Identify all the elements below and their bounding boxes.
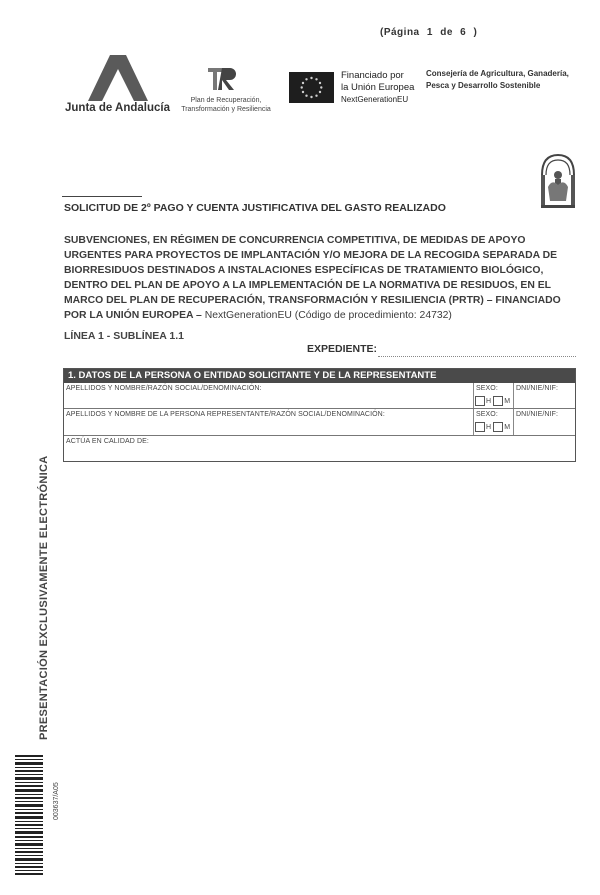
prtr-logo-icon bbox=[208, 66, 238, 92]
representative-dni-field[interactable] bbox=[513, 409, 575, 435]
m-label: M bbox=[504, 397, 511, 405]
linea-sublinea: LÍNEA 1 - SUBLÍNEA 1.1 bbox=[64, 330, 184, 342]
h-label: H bbox=[486, 423, 492, 431]
applicant-dni-field[interactable] bbox=[513, 383, 575, 408]
prtr-line1: Plan de Recuperación, bbox=[190, 97, 262, 104]
electronic-submission-notice: PRESENTACIÓN EXCLUSIVAMENTE ELECTRÓNICA bbox=[38, 455, 50, 740]
eu-line2: la Unión Europea bbox=[341, 82, 415, 93]
expediente-field[interactable] bbox=[378, 356, 576, 357]
applicant-name-label: APELLIDOS Y NOMBRE/RAZÓN SOCIAL/DENOMINACIÓN: bbox=[66, 385, 262, 392]
representative-name-field[interactable] bbox=[64, 409, 473, 435]
document-title: SOLICITUD DE 2º PAGO Y CUENTA JUSTIFICATIVA DEL GASTO REALIZADO bbox=[64, 202, 446, 214]
h-label: H bbox=[486, 397, 492, 405]
eu-line3: NextGenerationEU bbox=[341, 95, 409, 104]
representative-row bbox=[64, 409, 575, 436]
calidad-field[interactable] bbox=[64, 436, 575, 461]
expediente-label: EXPEDIENTE: bbox=[307, 343, 378, 355]
section-title: 1. DATOS DE LA PERSONA O ENTIDAD SOLICITANTE Y DE LA REPRESENTANTE bbox=[64, 369, 575, 383]
applicant-row bbox=[64, 383, 575, 409]
representative-sex-h-checkbox[interactable] bbox=[475, 422, 485, 432]
junta-andalucia-name: Junta de Andalucía bbox=[65, 102, 171, 114]
m-label: M bbox=[504, 423, 511, 431]
page-indicator: (Página 1 de 6 ) bbox=[380, 27, 478, 38]
representative-sex-m-checkbox[interactable] bbox=[493, 422, 503, 432]
consejeria-line1: Consejería de Agricultura, Ganadería, bbox=[426, 69, 569, 78]
representative-sex-cell bbox=[473, 409, 513, 435]
subvenciones-tail: NextGenerationEU (Código de procedimiento: 24732) bbox=[204, 310, 452, 321]
sexo-label: SEXO: bbox=[476, 385, 498, 392]
applicant-sex-h-checkbox[interactable] bbox=[475, 396, 485, 406]
calidad-label: ACTÚA EN CALIDAD DE: bbox=[66, 438, 149, 445]
barcode-code: 003637/A05 bbox=[53, 782, 60, 820]
sexo-label: SEXO: bbox=[476, 411, 498, 418]
eu-flag-icon bbox=[289, 72, 334, 103]
applicant-sex-cell bbox=[473, 383, 513, 408]
calidad-row bbox=[64, 436, 575, 461]
dni-label: DNI/NIE/NIF: bbox=[516, 385, 559, 392]
title-rule bbox=[62, 196, 142, 197]
junta-andalucia-logo-icon bbox=[88, 55, 148, 101]
subvenciones-description bbox=[64, 233, 580, 323]
applicant-data-section bbox=[63, 368, 576, 462]
applicant-sex-m-checkbox[interactable] bbox=[493, 396, 503, 406]
prtr-line2: Transformación y Resiliencia bbox=[181, 106, 271, 113]
applicant-name-field[interactable] bbox=[64, 383, 473, 408]
eu-line1: Financiado por bbox=[341, 70, 404, 81]
consejeria-line2: Pesca y Desarrollo Sostenible bbox=[426, 81, 541, 90]
representative-name-label: APELLIDOS Y NOMBRE DE LA PERSONA REPRESENTANTE/RAZÓN SOCIAL/DENOMINACIÓN: bbox=[66, 411, 385, 418]
subvenciones-text: SUBVENCIONES, EN RÉGIMEN DE CONCURRENCIA COMPETITIVA, DE MEDIDAS DE APOYO URGENTES PARA PROYECTOS DE IMPLANTACIÓN Y/O MEJORA DE LA RECOGIDA SEPARADA DE BIORRESIDUOS DESTINADOS A INSTALACIONES ESPECÍFICAS DE TRATAMIENTO BIOLÓGICO, DENTRO DEL PLAN DE APOYO A LA IMPLEMENTACIÓN DE LA NORMATIVA DE RESIDUOS, EN EL MARCO DEL PLAN DE RECUPERACIÓN, TRANSFORMACIÓN Y RESILIENCIA (PRTR) – FINANCIADO POR LA UNIÓN EUROPEA – bbox=[64, 235, 561, 321]
consejeria-name bbox=[426, 68, 586, 92]
prtr-text bbox=[176, 96, 276, 114]
barcode-icon bbox=[15, 755, 43, 875]
andalucia-coat-of-arms-icon bbox=[538, 153, 578, 209]
dni-label: DNI/NIE/NIF: bbox=[516, 411, 559, 418]
eu-funding-text bbox=[341, 70, 414, 106]
